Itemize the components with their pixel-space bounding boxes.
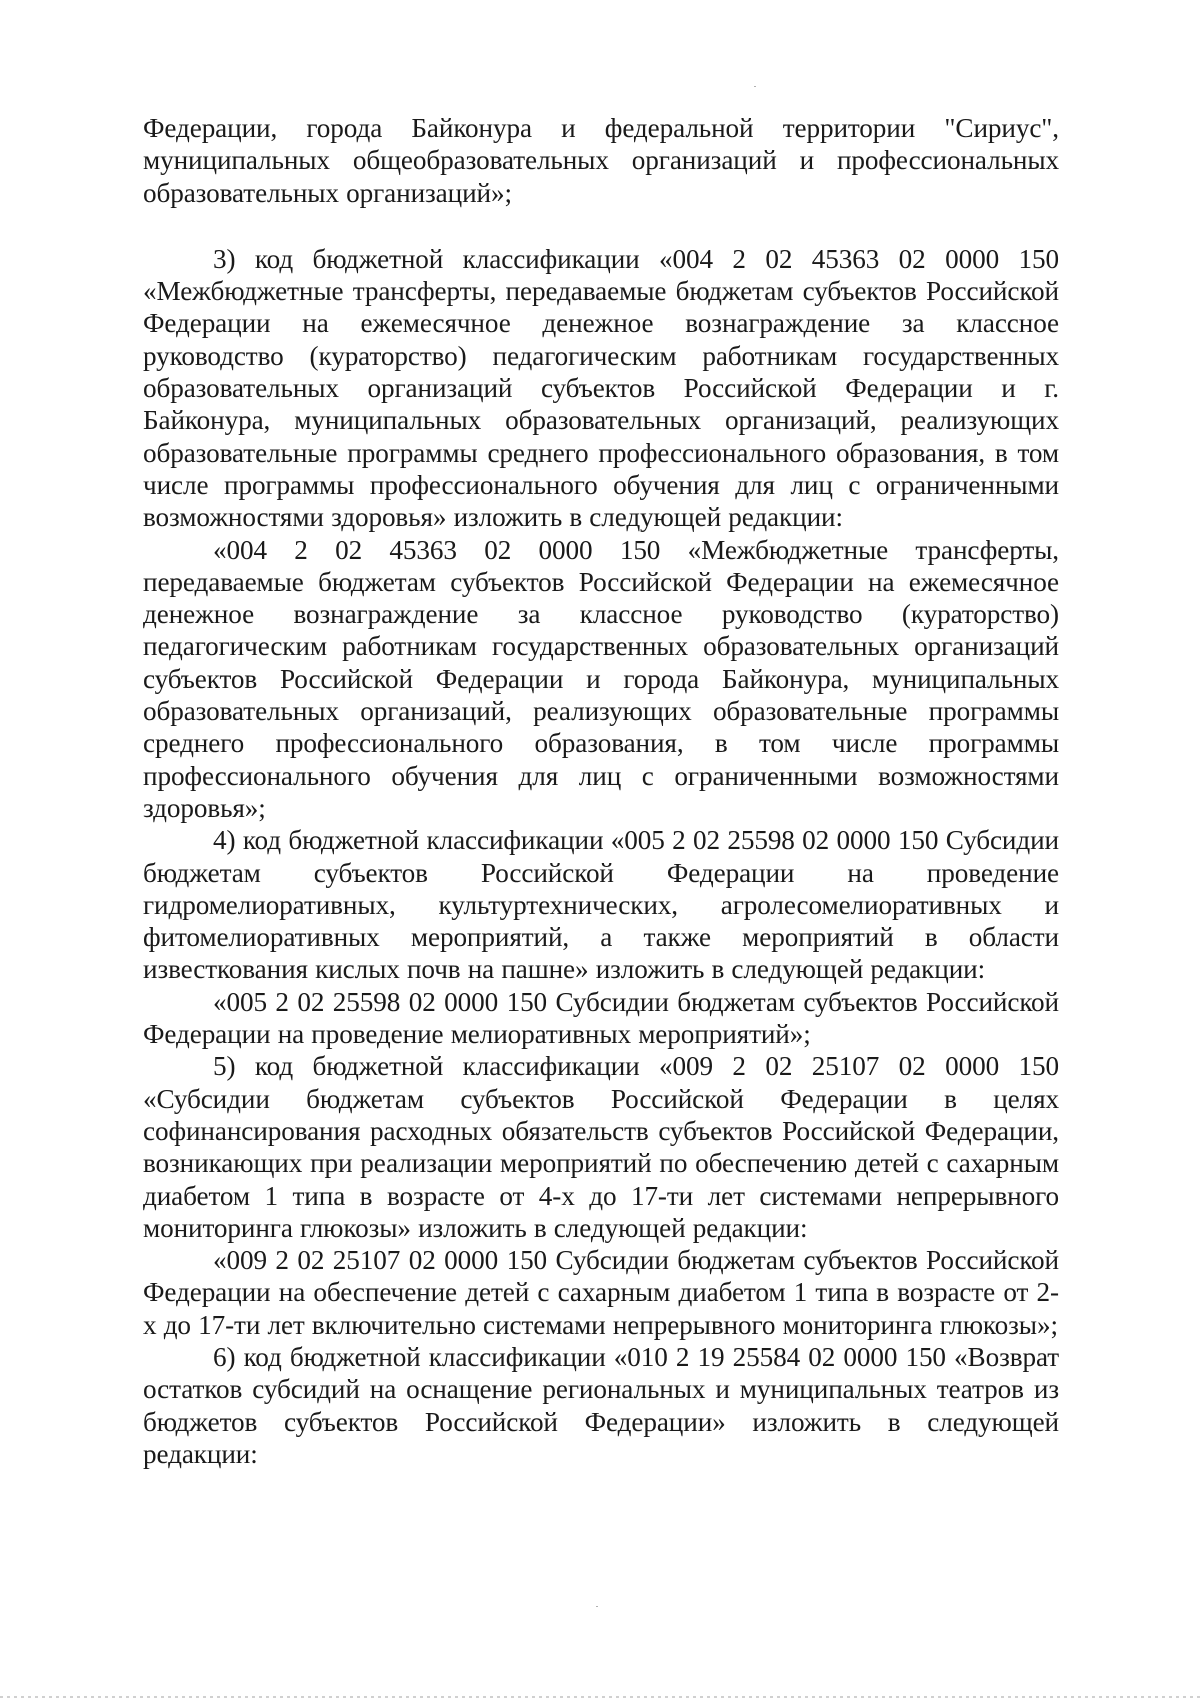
- paragraph-item-5-new-wording: «009 2 02 25107 02 0000 150 Субсидии бюджетам субъектов Российской Федерации на обеспечение детей с сахарным диабетом 1 типа в возрасте от 2-х до 17-ти лет включительно системами непрерывного мониторинга глюкозы»;: [143, 1245, 1059, 1340]
- paragraph-continuation: Федерации, города Байконура и федеральной территории "Сириус", муниципальных общеобразовательных организаций и профессиональных образовательных организаций»;: [143, 113, 1059, 208]
- paragraph-item-4-new-wording: «005 2 02 25598 02 0000 150 Субсидии бюджетам субъектов Российской Федерации на проведение мелиоративных мероприятий»;: [143, 986, 1059, 1050]
- paragraph-item-5: 5) код бюджетной классификации «009 2 02 25107 02 0000 150 «Субсидии бюджетам субъектов Российской Федерации в целях софинансирования расходных обязательств субъектов Российской Федерации, возникающих при реализации мероприятий по обеспечению детей с сахарным диабетом 1 типа в возрасте от 4-х до 17-ти лет системами непрерывного мониторинга глюкозы» изложить в следующей редакции:: [143, 1051, 1059, 1243]
- paragraph-item-6: 6) код бюджетной классификации «010 2 19 25584 02 0000 150 «Возврат остатков субсидий на оснащение региональных и муниципальных театров из бюджетов субъектов Российской Федерации» изложить в следующей редакции:: [143, 1341, 1059, 1469]
- paragraph-item-4: 4) код бюджетной классификации «005 2 02 25598 02 0000 150 Субсидии бюджетам субъектов Российской Федерации на проведение гидромелиоративных, культуртехнических, агролесомелиоративных и фитомелиоративных мероприятий, а также мероприятий в области известкования кислых почв на пашне» изложить в следующей редакции:: [143, 825, 1059, 985]
- scan-speck: [596, 1606, 598, 1607]
- paragraph-item-3: 3) код бюджетной классификации «004 2 02 45363 02 0000 150 «Межбюджетные трансферты, передаваемые бюджетам субъектов Российской Федерации на ежемесячное денежное вознаграждение за классное руководство (кураторство) педагогическим работникам государственных образовательных организаций субъектов Российской Федерации и г. Байконура, муниципальных образовательных организаций, реализующих образовательные программы среднего профессионального образования, в том числе программы профессионального обучения для лиц с ограниченными возможностями здоровья» изложить в следующей редакции:: [143, 243, 1059, 533]
- scan-speck: [754, 86, 756, 87]
- document-body: [143, 112, 1059, 1470]
- paragraph-item-3-new-wording: «004 2 02 45363 02 0000 150 «Межбюджетные трансферты, передаваемые бюджетам субъектов Российской Федерации на ежемесячное денежное вознаграждение за классное руководство (кураторство) педагогическим работникам государственных образовательных организаций субъектов Российской Федерации и города Байконура, муниципальных образовательных организаций, реализующих образовательные программы среднего профессионального образования, в том числе программы профессионального обучения для лиц с ограниченными возможностями здоровья»;: [143, 534, 1059, 823]
